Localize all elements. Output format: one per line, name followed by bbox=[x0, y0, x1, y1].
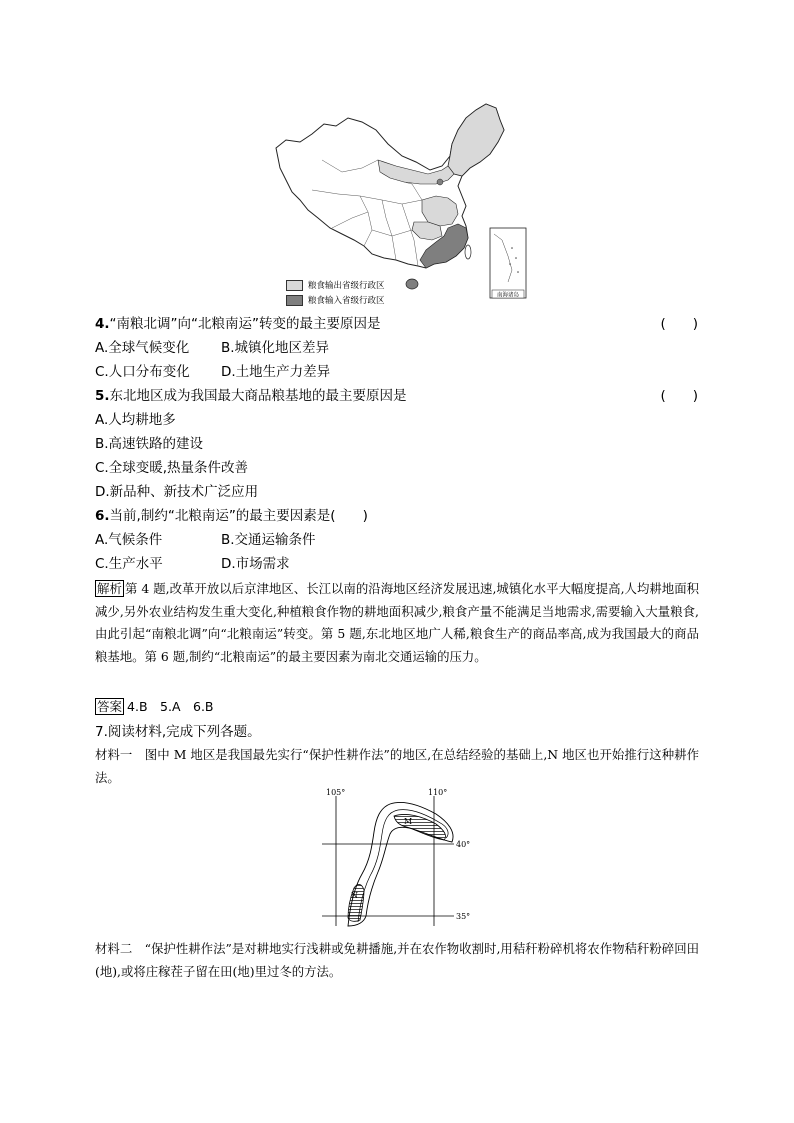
question-4-option-a: A.全球气候变化 bbox=[95, 340, 190, 356]
question-4-option-c: C.人口分布变化 bbox=[95, 364, 190, 380]
question-4-stem: “南粮北调”向“北粮南运”转变的最主要原因是 bbox=[109, 316, 381, 332]
region-map-mn bbox=[318, 788, 478, 928]
question-5-number: 5. bbox=[95, 388, 110, 404]
question-5-option-a: A.人均耕地多 bbox=[95, 412, 176, 428]
china-grain-map bbox=[272, 100, 532, 305]
analysis-block bbox=[95, 578, 699, 668]
question-4-options-row-2 bbox=[95, 363, 330, 381]
region-label-m: M bbox=[404, 817, 413, 826]
question-5-option-d: D.新品种、新技术广泛应用 bbox=[95, 484, 259, 500]
legend-input-swatch bbox=[286, 295, 303, 306]
question-4-option-b: B.城镇化地区差异 bbox=[221, 340, 330, 356]
question-5-bracket: ( ) bbox=[660, 388, 698, 404]
legend-output-swatch bbox=[286, 280, 303, 291]
question-6-option-a: A.气候条件 bbox=[95, 532, 163, 548]
question-4-number: 4. bbox=[95, 316, 110, 332]
question-4 bbox=[95, 315, 381, 333]
lat-label-35: 35° bbox=[456, 912, 471, 921]
legend-output-label: 粮食输出省级行政区 bbox=[308, 281, 385, 291]
legend-input bbox=[286, 294, 385, 306]
lat-label-40: 40° bbox=[456, 840, 471, 849]
legend-input-label: 粮食输入省级行政区 bbox=[308, 296, 385, 306]
inset-label: 南海诸岛 bbox=[496, 292, 520, 299]
legend-output bbox=[286, 279, 385, 291]
answer-block bbox=[95, 698, 214, 716]
question-6-options-row-2 bbox=[95, 555, 290, 573]
question-6-options-row-1 bbox=[95, 531, 316, 549]
question-7-intro: 7.阅读材料,完成下列各题。 bbox=[95, 724, 261, 740]
question-5 bbox=[95, 387, 407, 405]
question-6-number: 6. bbox=[95, 508, 110, 524]
question-6 bbox=[95, 507, 368, 525]
analysis-text: 第 4 题,改革开放以后京津地区、长江以南的沿海地区经济发展迅速,城镇化水平大幅度提高,人均耕地面积减少,另外农业结构发生重大变化,种植粮食作物的耕地面积减少,粮食产量不能满足当地需求,需要输入大量粮食,由此引起“南粮北调”向“北粮南运”转变。第 5 题,东北地区地广人稀,粮食生产的商品率高,成为我国最大的商品粮基地。第 6 题,制约“北粮南运”的最主要因素为南北交通运输的压力。 bbox=[95, 581, 699, 664]
question-6-option-c: C.生产水平 bbox=[95, 556, 163, 572]
answer-tag: 答案 bbox=[97, 699, 123, 714]
analysis-tag: 解析 bbox=[97, 581, 123, 596]
question-5-option-c: C.全球变暖,热量条件改善 bbox=[95, 460, 249, 476]
lon-label-105: 105° bbox=[326, 788, 346, 797]
lon-label-110: 110° bbox=[428, 788, 448, 797]
question-5-stem: 东北地区成为我国最大商品粮基地的最主要原因是 bbox=[109, 388, 407, 404]
question-6-stem: 当前,制约“北粮南运”的最主要因素是( ) bbox=[109, 508, 368, 524]
question-4-bracket: ( ) bbox=[660, 316, 698, 332]
material-2: 材料二 “保护性耕作法”是对耕地实行浅耕或免耕播施,并在农作物收割时,用秸秆粉碎机将农作物秸秆粉碎回田(地),或将庄稼茬子留在田(地)里过冬的方法。 bbox=[95, 941, 699, 979]
question-6-option-d: D.市场需求 bbox=[221, 556, 290, 572]
material-1: 材料一 图中 M 地区是我国最先实行“保护性耕作法”的地区,在总结经验的基础上,N 地区也开始推行这种耕作法。 bbox=[95, 747, 699, 785]
question-4-option-d: D.土地生产力差异 bbox=[221, 364, 331, 380]
question-5-option-b: B.高速铁路的建设 bbox=[95, 436, 204, 452]
question-4-options-row-1 bbox=[95, 339, 329, 357]
question-6-option-b: B.交通运输条件 bbox=[221, 532, 316, 548]
answer-text: 4.B 5.A 6.B bbox=[127, 699, 214, 714]
region-label-n: N bbox=[351, 891, 358, 900]
